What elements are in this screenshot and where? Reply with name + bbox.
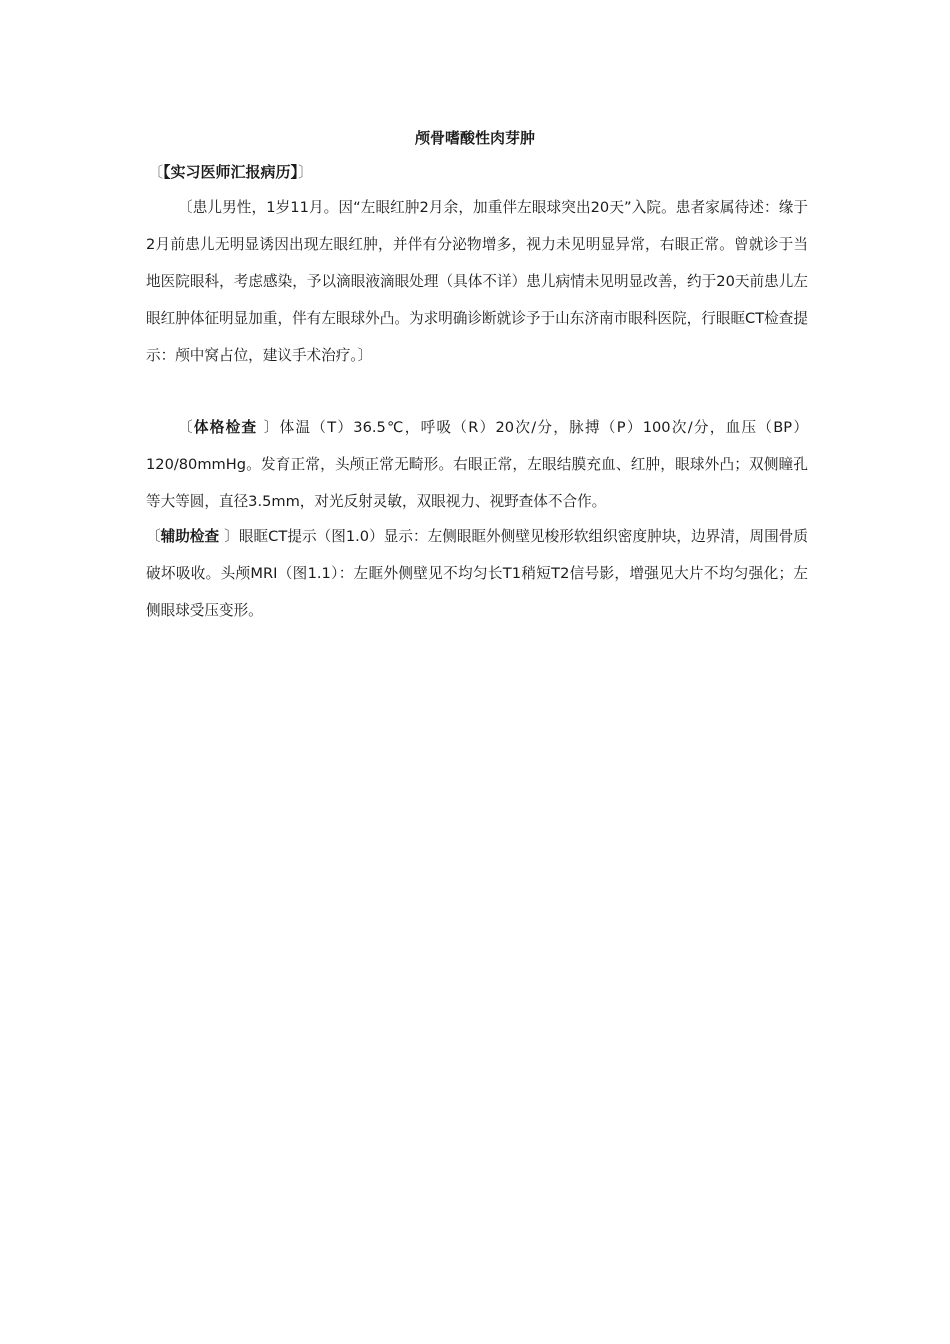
history-paragraph: 〔患儿男性，1岁11月。因“左眼红肿2月余，加重伴左眼球突出20天”入院。患者家属待述：缘于2月前患儿无明显诱因出现左眼红肿，并伴有分泌物增多，视力未见明显异常，右眼正常。曾就诊于当地医院眼科，考虑感染，予以滴眼液滴眼处理（具体不详）患儿病情未见明显改善，约于20天前患儿左眼红肿体征明显加重，伴有左眼球外凸。为求明确诊断就诊予于山东济南市眼科医院，行眼眶CT检查提示：颅中窝占位，建议手术治疗。〕: [146, 199, 808, 364]
auxiliary-exam-paragraph: [146, 518, 808, 629]
physical-exam-text: 体温（T）36.5℃，呼吸（R）20次/分，脉搏（P）100次/分，血压（BP）120/80mmHg。发育正常，头颅正常无畸形。右眼正常，左眼结膜充血、红肿，眼球外凸；双侧瞳孔等大等圆，直径3.5mm，对光反射灵敏，双眼视力、视野查体不合作。: [146, 419, 808, 510]
document-title: 颅骨嗜酸性肉芽肿: [414, 129, 535, 147]
report-heading: [148, 162, 313, 182]
auxiliary-exam-open-bracket: 〔: [146, 528, 161, 545]
report-heading-open-bracket: 〔: [148, 163, 164, 181]
physical-exam-open-bracket: 〔: [178, 419, 194, 436]
physical-exam-label: 体格检查: [193, 419, 264, 436]
auxiliary-exam-label: 辅助检查: [160, 528, 225, 545]
auxiliary-exam-text: 眼眶CT提示（图1.0）显示：左侧眼眶外侧壁见梭形软组织密度肿块，边界清，周围骨质破坏吸收。头颅MRI（图1.1）：左眶外侧壁见不均匀长T1稍短T2信号影，增强见大片不均匀强化；左侧眼球受压变形。: [146, 528, 808, 619]
report-heading-close-bracket: 〕: [298, 163, 314, 181]
auxiliary-exam-close-bracket: 〕: [224, 528, 239, 545]
report-heading-label: 【实习医师汇报病历】: [163, 163, 299, 181]
physical-exam-close-bracket: 〕: [263, 419, 280, 436]
physical-exam-paragraph: [146, 409, 808, 520]
